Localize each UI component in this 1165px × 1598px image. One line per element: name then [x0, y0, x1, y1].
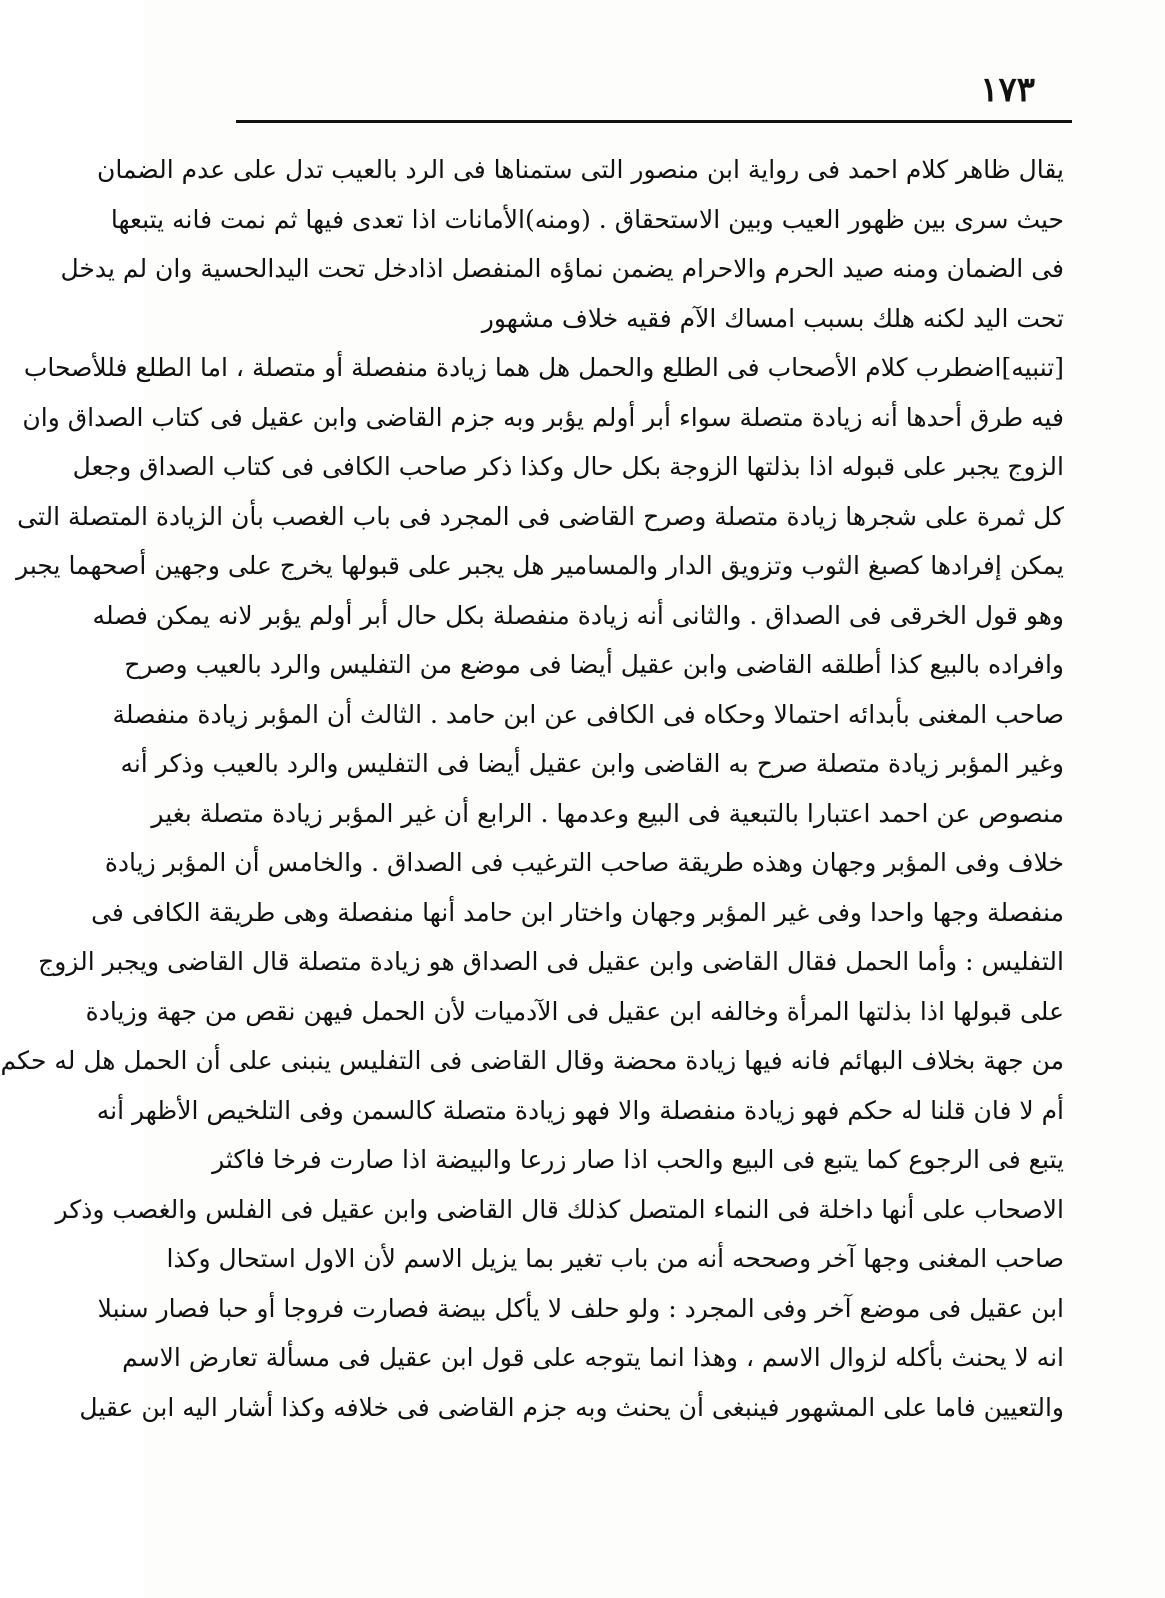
text-line: وافراده بالبيع كذا أطلقه القاضى وابن عقيل أيضا فى موضع من التفليس والرد بالعيب وصرح	[124, 650, 1064, 679]
text-line: وهو قول الخرقى فى الصداق . والثانى أنه زيادة منفصلة بكل حال أبر أولم يؤبر لانه يمكن فصله	[92, 600, 1064, 630]
text-line: خلاف وفى المؤبر وجهان وهذه طريقة صاحب الترغيب فى الصداق . والخامس أن المؤبر زيادة	[104, 848, 1064, 877]
text-line: فيه طرق أحدها أنه زيادة متصلة سواء أبر أولم يؤبر وبه جزم القاضى وابن عقيل فى كتاب الصداق وان	[22, 402, 1064, 432]
text-line: يقال ظاهر كلام احمد فى رواية ابن منصور التى ستمناها فى الرد بالعيب تدل على عدم الضمان	[96, 155, 1064, 184]
text-line: التفليس : وأما الحمل فقال القاضى وابن عقيل فى الصداق هو زيادة متصلة قال القاضى ويجبر الزوج	[38, 947, 1064, 976]
text-line: [تنبيه]اضطرب كلام الأصحاب فى الطلع والحمل هل هما زيادة منفصلة أو متصلة ، اما الطلع فللأصحاب	[23, 353, 1064, 382]
text-line: صاحب المغنى بأبدائه احتمالا وحكاه فى الكافى عن ابن حامد . الثالث أن المؤبر زيادة منفصلة	[112, 699, 1064, 729]
text-line: يمكن إفرادها كصبغ الثوب وتزويق الدار والمسامير هل يجبر على قبولها يخرج على وجهين أصحهما يجبر	[16, 551, 1064, 580]
text-line: والتعيين فاما على المشهور فينبغى أن يحنث وبه جزم القاضى فى خلافه وكذا أشار اليه ابن عقيل	[79, 1392, 1064, 1422]
text-line: كل ثمرة على شجرها زيادة متصلة وصرح القاضى فى المجرد فى باب الغصب بأن الزيادة المتصلة التى	[17, 501, 1064, 531]
page-number: ١٧٣	[980, 70, 1035, 110]
text-line: تحت اليد لكنه هلك بسبب امساك الآم فقيه خلاف مشهور	[481, 303, 1064, 333]
text-line: وغير المؤبر زيادة متصلة صرح به القاضى وابن عقيل أيضا فى التفليس والرد بالعيب وذكر أنه	[120, 749, 1064, 778]
text-line: انه لا يحنث بأكله لزوال الاسم ، وهذا انما يتوجه على قول ابن عقيل فى مسألة تعارض الاسم	[122, 1343, 1064, 1372]
text-line: ابن عقيل فى موضع آخر وفى المجرد : ولو حلف لا يأكل بيضة فصارت فروجا أو حبا فصار سنبلا	[97, 1293, 1064, 1323]
text-line: منصوص عن احمد اعتبارا بالتبعية فى البيع وعدمها . الرابع أن غير المؤبر زيادة متصلة بغير	[151, 798, 1064, 828]
text-line: يتبع فى الرجوع كما يتبع فى البيع والحب اذا صار زرعا والبيضة اذا صارت فرخا فاكثر	[212, 1145, 1064, 1174]
text-line: حيث سرى بين ظهور العيب وبين الاستحقاق . (ومنه)الأمانات اذا تعدى فيها ثم نمت فانه يتبعها	[110, 204, 1064, 234]
text-line: الزوج يجبر على قبوله اذا بذلتها الزوجة بكل حال وكذا ذكر صاحب الكافى فى كتاب الصداق وجعل	[72, 452, 1064, 481]
header-rule	[236, 120, 1072, 123]
body-text	[0, 145, 1064, 1432]
text-line: منفصلة وجها واحدا وفى غير المؤبر وجهان واختار ابن حامد أنها منفصلة وهى طريقة الكافى فى	[91, 897, 1064, 927]
text-line: فى الضمان ومنه صيد الحرم والاحرام يضمن نماؤه المنفصل اذادخل تحت اليدالحسية وان لم يدخل	[60, 254, 1064, 283]
text-line: على قبولها اذا بذلتها المرأة وخالفه ابن عقيل فى الآدميات لأن الحمل فيهن نقص من جهة وزيادة	[85, 996, 1064, 1026]
text-line: من جهة بخلاف البهائم فانه فيها زيادة محضة وقال القاضى فى التفليس ينبنى على أن الحمل هل له حكم	[0, 1046, 1064, 1075]
text-line: صاحب المغنى وجها آخر وصححه أنه من باب تغير بما يزيل الاسم لأن الاول استحال وكذا	[166, 1244, 1064, 1273]
text-line: الاصحاب على أنها داخلة فى النماء المتصل كذلك قال القاضى وابن عقيل فى الفلس والغصب وذكر	[55, 1194, 1064, 1224]
text-line: أم لا فان قلنا له حكم فهو زيادة منفصلة والا فهو زيادة متصلة كالسمن وفى التلخيص الأظهر أنه	[96, 1095, 1064, 1125]
